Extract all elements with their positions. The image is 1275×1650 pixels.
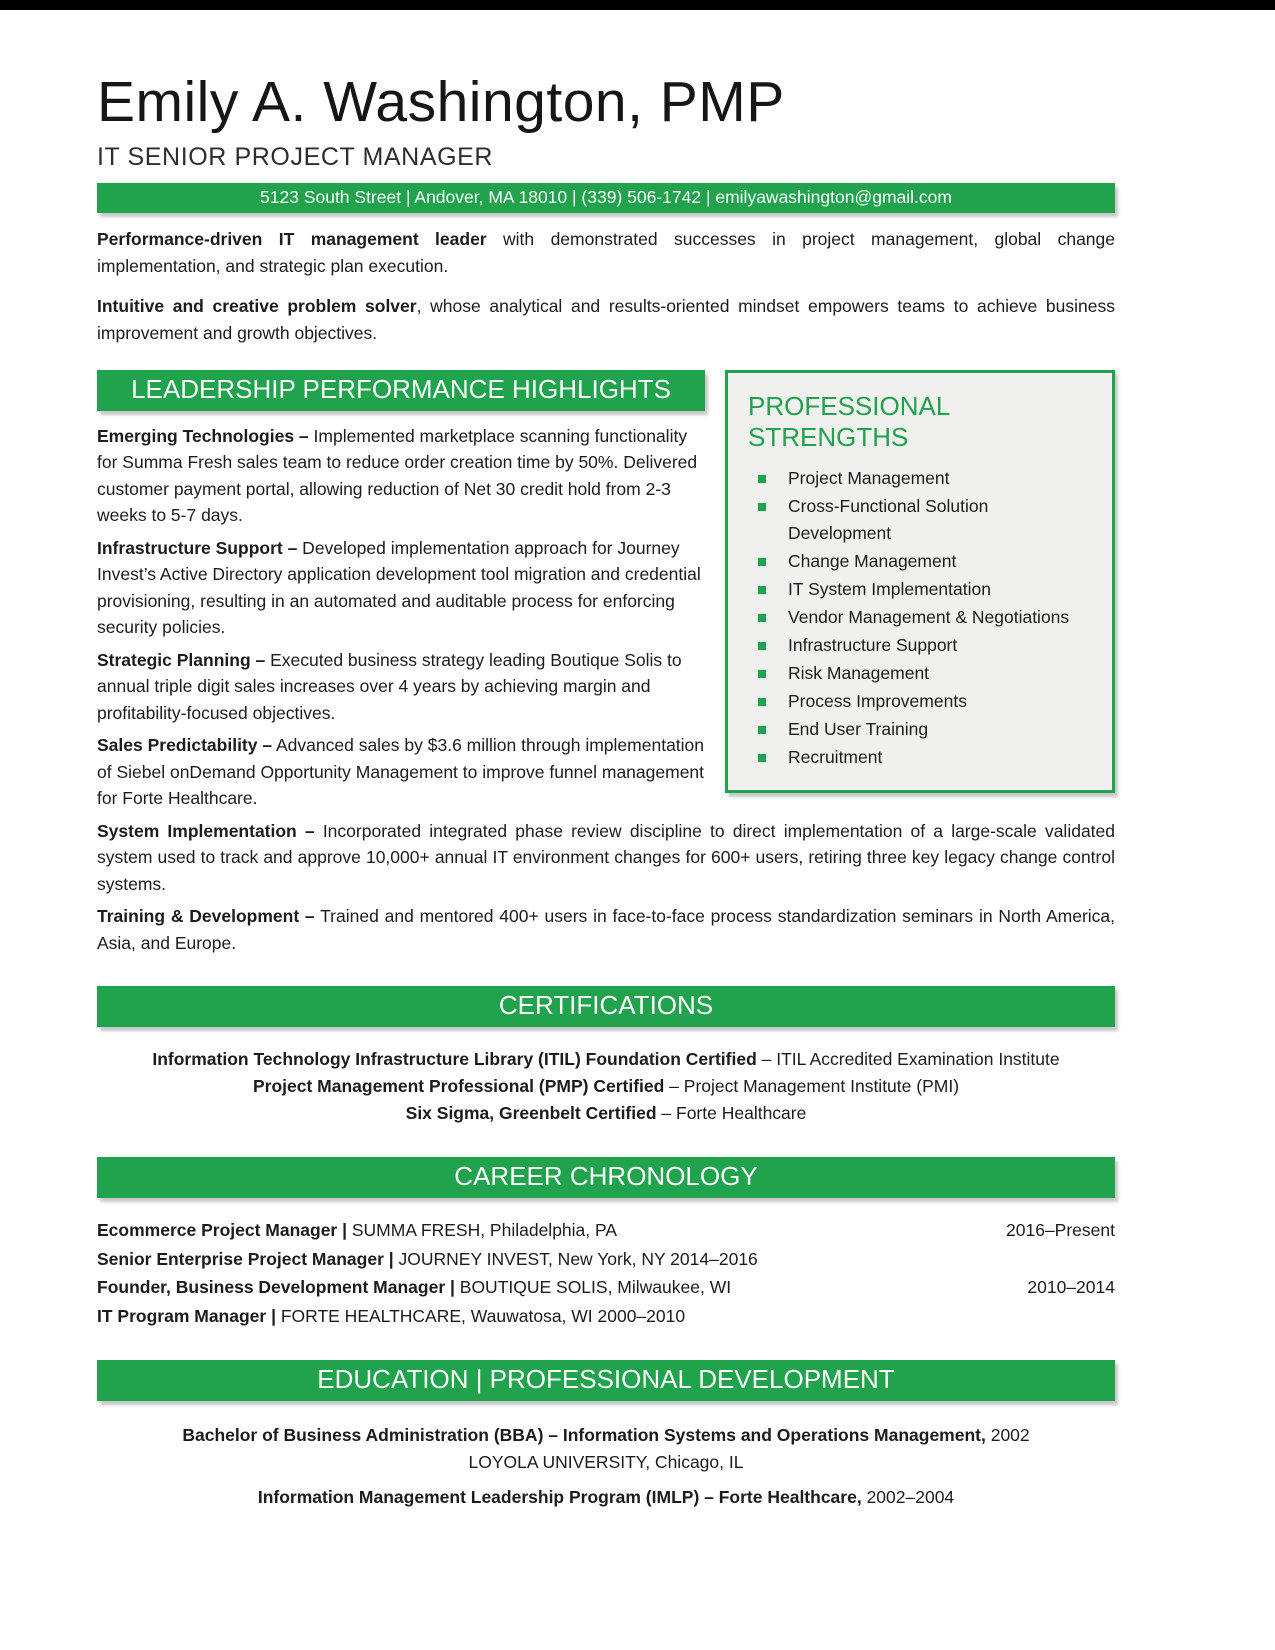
certification-name: Six Sigma, Greenbelt Certified bbox=[405, 1103, 657, 1124]
education-program bbox=[97, 1484, 1115, 1511]
highlight-lead: Strategic Planning – bbox=[97, 649, 266, 670]
education-school: LOYOLA UNIVERSITY, Chicago, IL bbox=[468, 1452, 744, 1473]
highlight-text: Trained and mentored 400+ users in face-to-face process standardization seminars in North America, Asia, and Europe. bbox=[97, 906, 1116, 953]
bullet-square-icon bbox=[758, 503, 766, 511]
career-role: Founder, Business Development Manager | bbox=[97, 1277, 455, 1298]
candidate-job-title: IT SENIOR PROJECT MANAGER bbox=[97, 142, 494, 171]
career-row bbox=[97, 1273, 1115, 1302]
career-row bbox=[97, 1245, 1115, 1274]
highlight-item bbox=[97, 818, 1115, 898]
bullet-square-icon bbox=[758, 586, 766, 594]
strength-item bbox=[746, 465, 1094, 492]
highlight-text: Incorporated integrated phase review discipline to direct implementation of a large-scale validated system used to track and approve 10,000+ annual IT environment changes for 600+ users, retiring three key legacy change control systems. bbox=[97, 820, 1116, 894]
section-header-strengths: PROFESSIONAL STRENGTHS bbox=[748, 390, 950, 452]
bullet-square-icon bbox=[758, 558, 766, 566]
strength-label: Risk Management bbox=[788, 662, 930, 683]
summary-paragraph-2 bbox=[97, 293, 1115, 347]
bullet-square-icon bbox=[758, 754, 766, 762]
highlight-text: Implemented marketplace scanning functionality for Summa Fresh sales team to reduce order creation time by 50%. Delivered customer payment portal, allowing reduction of Net 30 credit hold from 2-3 weeks to 5-7 days. bbox=[97, 425, 698, 526]
strength-item bbox=[746, 632, 1094, 659]
section-header-certifications: CERTIFICATIONS bbox=[97, 986, 1115, 1027]
strength-label: Vendor Management & Negotiations bbox=[788, 606, 1070, 627]
certifications-section bbox=[97, 1046, 1115, 1127]
certification-item bbox=[97, 1100, 1115, 1127]
summary-text: , whose analytical and results-oriented mindset empowers teams to achieve business improvement and growth objectives. bbox=[97, 295, 1116, 343]
bullet-square-icon bbox=[758, 475, 766, 483]
section-header-career: CAREER CHRONOLOGY bbox=[97, 1157, 1115, 1198]
bullet-square-icon bbox=[758, 642, 766, 650]
section-header-highlights: LEADERSHIP PERFORMANCE HIGHLIGHTS bbox=[97, 370, 705, 411]
highlight-lead: Infrastructure Support – bbox=[97, 537, 298, 558]
highlight-lead: Emerging Technologies – bbox=[97, 425, 309, 446]
summary-lead: Performance-driven IT management leader bbox=[97, 228, 487, 249]
highlight-item bbox=[97, 647, 705, 727]
certification-issuer: – ITIL Accredited Examination Institute bbox=[756, 1049, 1060, 1070]
certification-name: Information Technology Infrastructure Library (ITIL) Foundation Certified bbox=[152, 1049, 757, 1070]
strength-label: Recruitment bbox=[788, 746, 883, 767]
bullet-square-icon bbox=[758, 726, 766, 734]
strength-label: IT System Implementation bbox=[788, 578, 991, 599]
resume-header bbox=[97, 72, 1115, 213]
summary-paragraph-1 bbox=[97, 226, 1115, 280]
strength-item bbox=[746, 716, 1094, 743]
career-section bbox=[97, 1216, 1115, 1330]
certification-item bbox=[97, 1073, 1115, 1100]
program-name: Information Management Leadership Program (IMLP) – Forte Healthcare, bbox=[257, 1487, 862, 1508]
section-header-education: EDUCATION | PROFESSIONAL DEVELOPMENT bbox=[97, 1360, 1115, 1401]
career-company: SUMMA FRESH, Philadelphia, PA bbox=[347, 1220, 618, 1241]
career-row bbox=[97, 1302, 1115, 1331]
highlight-item bbox=[97, 535, 705, 641]
career-role: Senior Enterprise Project Manager | bbox=[97, 1248, 394, 1269]
career-row bbox=[97, 1216, 1115, 1245]
career-dates bbox=[1095, 1245, 1115, 1274]
strengths-list bbox=[746, 465, 1094, 771]
strength-item bbox=[746, 548, 1094, 575]
candidate-name: Emily A. Washington, PMP bbox=[97, 70, 785, 134]
highlight-item bbox=[97, 732, 705, 812]
certification-item bbox=[97, 1046, 1115, 1073]
summary-lead: Intuitive and creative problem solver bbox=[97, 295, 417, 316]
two-column-section bbox=[97, 370, 1115, 812]
highlight-lead: System Implementation – bbox=[97, 820, 315, 841]
strength-label: Cross-Functional Solution Development bbox=[788, 495, 989, 543]
career-dates: 2016–Present bbox=[1006, 1220, 1115, 1241]
strength-label: Project Management bbox=[788, 467, 950, 488]
program-years: 2002–2004 bbox=[861, 1487, 955, 1508]
career-role: IT Program Manager | bbox=[97, 1305, 276, 1326]
career-dates bbox=[1095, 1302, 1115, 1331]
certification-issuer: – Project Management Institute (PMI) bbox=[664, 1076, 960, 1097]
certification-name: Project Management Professional (PMP) Certified bbox=[252, 1076, 665, 1097]
strength-item bbox=[746, 688, 1094, 715]
strength-item bbox=[746, 660, 1094, 687]
bullet-square-icon bbox=[758, 614, 766, 622]
degree-year: 2002 bbox=[985, 1425, 1030, 1446]
strength-item bbox=[746, 744, 1094, 771]
contact-bar: 5123 South Street | Andover, MA 18010 | (339) 506-1742 | emilyawashington@gmail.com bbox=[97, 183, 1115, 213]
strength-label: Infrastructure Support bbox=[788, 634, 958, 655]
highlight-text: Developed implementation approach for Journey Invest’s Active Directory application development tool migration and credential provisioning, resulting in an automated and auditable process for enforcing security policies. bbox=[97, 537, 701, 638]
highlight-text: Executed business strategy leading Boutique Solis to annual triple digit sales increases over 4 years by achieving margin and profitability-focused objectives. bbox=[97, 649, 682, 723]
strength-label: Process Improvements bbox=[788, 690, 967, 711]
education-section bbox=[97, 1422, 1115, 1511]
degree-name: Bachelor of Business Administration (BBA) – Information Systems and Operations Management, bbox=[182, 1425, 986, 1446]
highlight-item bbox=[97, 423, 705, 529]
career-dates: 2010–2014 bbox=[1027, 1277, 1115, 1298]
highlight-text: Advanced sales by $3.6 million through implementation of Siebel onDemand Opportunity Management to improve funnel management for Forte Healthcare. bbox=[97, 735, 705, 809]
strength-item bbox=[746, 576, 1094, 603]
highlight-item bbox=[97, 903, 1115, 956]
top-border bbox=[0, 0, 1275, 10]
bullet-square-icon bbox=[758, 698, 766, 706]
career-entry bbox=[97, 1245, 758, 1274]
education-degree bbox=[97, 1422, 1115, 1449]
career-company: JOURNEY INVEST, New York, NY 2014–2016 bbox=[393, 1248, 758, 1269]
summary-text: with demonstrated successes in project management, global change implementation, and strategic plan execution. bbox=[97, 228, 1115, 276]
certification-issuer: – Forte Healthcare bbox=[656, 1103, 807, 1124]
career-role: Ecommerce Project Manager | bbox=[97, 1220, 347, 1241]
strengths-box bbox=[725, 370, 1115, 793]
career-entry bbox=[97, 1302, 685, 1331]
strength-label: Change Management bbox=[788, 550, 957, 571]
career-company: BOUTIQUE SOLIS, Milwaukee, WI bbox=[454, 1277, 732, 1298]
strength-item bbox=[746, 493, 1094, 547]
strength-label: End User Training bbox=[788, 718, 929, 739]
career-company: FORTE HEALTHCARE, Wauwatosa, WI 2000–2010 bbox=[275, 1305, 686, 1326]
strength-item bbox=[746, 604, 1094, 631]
bullet-square-icon bbox=[758, 670, 766, 678]
career-entry bbox=[97, 1216, 617, 1245]
highlight-lead: Sales Predictability – bbox=[97, 735, 273, 756]
career-entry bbox=[97, 1273, 731, 1302]
highlight-lead: Training & Development – bbox=[97, 906, 315, 927]
highlights-column bbox=[97, 370, 705, 812]
